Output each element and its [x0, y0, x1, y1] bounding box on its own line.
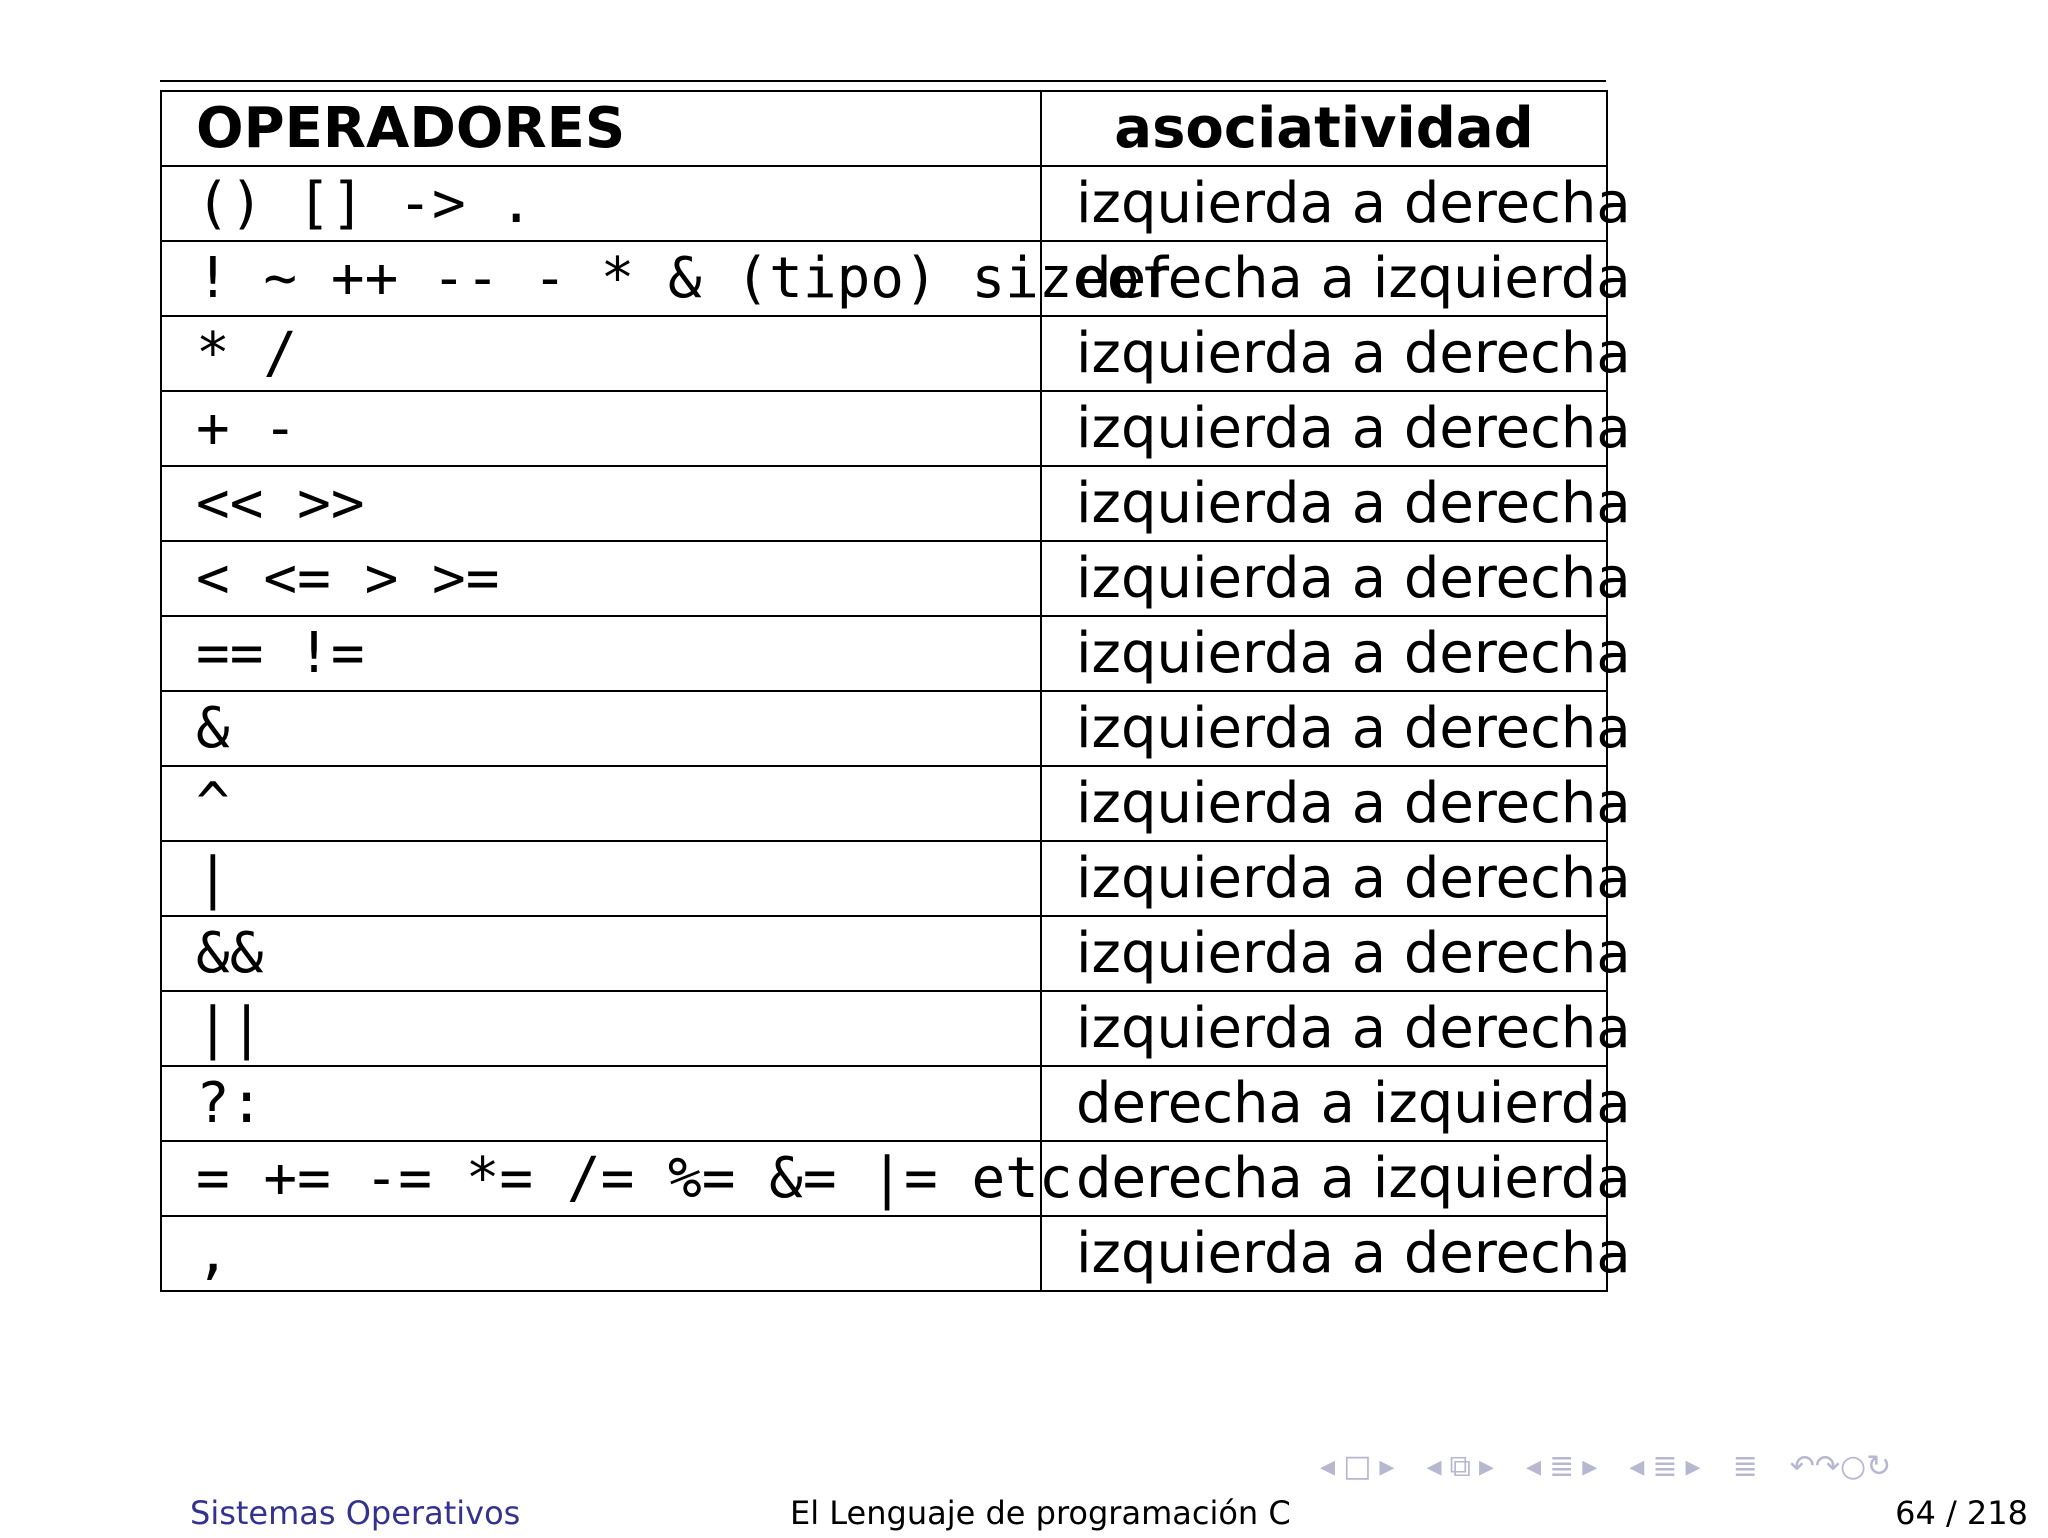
operators-cell: |	[161, 841, 1041, 916]
nav-frame-icon[interactable]: □	[1343, 1448, 1372, 1484]
nav-subsection-group	[1426, 1449, 1494, 1484]
operators-cell: ,	[161, 1216, 1041, 1291]
nav-frame-group	[1320, 1449, 1394, 1484]
operators-cell: ?:	[161, 1066, 1041, 1141]
top-rule	[160, 80, 1606, 82]
footer-page-number: 64 / 218	[1895, 1494, 2028, 1532]
associativity-cell: derecha a izquierda	[1041, 241, 1607, 316]
table-row	[161, 991, 1607, 1066]
table-row	[161, 1216, 1607, 1291]
associativity-cell: izquierda a derecha	[1041, 691, 1607, 766]
table-row	[161, 916, 1607, 991]
associativity-cell: derecha a izquierda	[1041, 1141, 1607, 1216]
operators-cell: + -	[161, 391, 1041, 466]
operators-cell: ^	[161, 766, 1041, 841]
header-operators: OPERADORES	[161, 91, 1041, 166]
associativity-cell: izquierda a derecha	[1041, 991, 1607, 1066]
operators-cell: * /	[161, 316, 1041, 391]
operators-cell: &&	[161, 916, 1041, 991]
associativity-cell: izquierda a derecha	[1041, 466, 1607, 541]
table-row	[161, 766, 1607, 841]
operators-cell: << >>	[161, 466, 1041, 541]
table-row	[161, 841, 1607, 916]
associativity-cell: izquierda a derecha	[1041, 616, 1607, 691]
table-row	[161, 391, 1607, 466]
table-row	[161, 1141, 1607, 1216]
table-row	[161, 166, 1607, 241]
table-row	[161, 466, 1607, 541]
associativity-cell: izquierda a derecha	[1041, 166, 1607, 241]
associativity-cell: izquierda a derecha	[1041, 1216, 1607, 1291]
nav-sub-next-icon[interactable]: ▸	[1685, 1448, 1701, 1484]
table-row	[161, 1066, 1607, 1141]
nav-section-next-icon[interactable]: ▸	[1582, 1448, 1598, 1484]
associativity-cell: izquierda a derecha	[1041, 766, 1607, 841]
footer-course-title: Sistemas Operativos	[190, 1494, 521, 1532]
nav-frame-prev-icon[interactable]: ◂	[1320, 1448, 1336, 1484]
associativity-cell: izquierda a derecha	[1041, 541, 1607, 616]
nav-sub-prev-icon[interactable]: ◂	[1629, 1448, 1645, 1484]
nav-sub-icon[interactable]: ≣	[1652, 1448, 1678, 1484]
nav-toc-group	[1733, 1449, 1758, 1484]
table-row	[161, 541, 1607, 616]
operators-cell: ! ~ ++ -- - * & (tipo) sizeof	[161, 241, 1041, 316]
table-row	[161, 691, 1607, 766]
associativity-cell: izquierda a derecha	[1041, 841, 1607, 916]
table-row	[161, 616, 1607, 691]
operators-table	[160, 90, 1631, 1292]
footer-presentation-title: El Lenguaje de programación C	[790, 1494, 1291, 1532]
operators-cell: == !=	[161, 616, 1041, 691]
operators-cell: () [] -> .	[161, 166, 1041, 241]
slide-footer	[0, 1494, 2048, 1538]
operators-cell: &	[161, 691, 1041, 766]
operators-cell: ||	[161, 991, 1041, 1066]
nav-section-icon[interactable]: ≣	[1549, 1448, 1575, 1484]
associativity-cell: izquierda a derecha	[1041, 916, 1607, 991]
table-row	[161, 241, 1607, 316]
nav-search-icon[interactable]: ↶↷○↻	[1789, 1448, 1892, 1484]
beamer-navigation	[1320, 1448, 2040, 1484]
nav-sub-group	[1629, 1449, 1700, 1484]
operators-cell: < <= > >=	[161, 541, 1041, 616]
nav-search-group	[1790, 1449, 1892, 1484]
associativity-cell: izquierda a derecha	[1041, 316, 1607, 391]
nav-frame-next-icon[interactable]: ▸	[1379, 1448, 1395, 1484]
associativity-cell: derecha a izquierda	[1041, 1066, 1607, 1141]
operators-table-wrapper	[160, 80, 1631, 1292]
operators-cell: = += -= *= /= %= &= |= etc	[161, 1141, 1041, 1216]
nav-toc-icon[interactable]: ≣	[1732, 1448, 1758, 1484]
nav-subsection-next-icon[interactable]: ▸	[1478, 1448, 1495, 1484]
nav-subsection-prev-icon[interactable]: ◂	[1426, 1448, 1442, 1484]
header-associativity: asociatividad	[1041, 91, 1607, 166]
nav-subsection-icon[interactable]: ⧉	[1449, 1448, 1471, 1484]
nav-section-prev-icon[interactable]: ◂	[1526, 1448, 1542, 1484]
table-header-row	[161, 91, 1607, 166]
nav-section-group	[1526, 1449, 1597, 1484]
table-row	[161, 316, 1607, 391]
associativity-cell: izquierda a derecha	[1041, 391, 1607, 466]
